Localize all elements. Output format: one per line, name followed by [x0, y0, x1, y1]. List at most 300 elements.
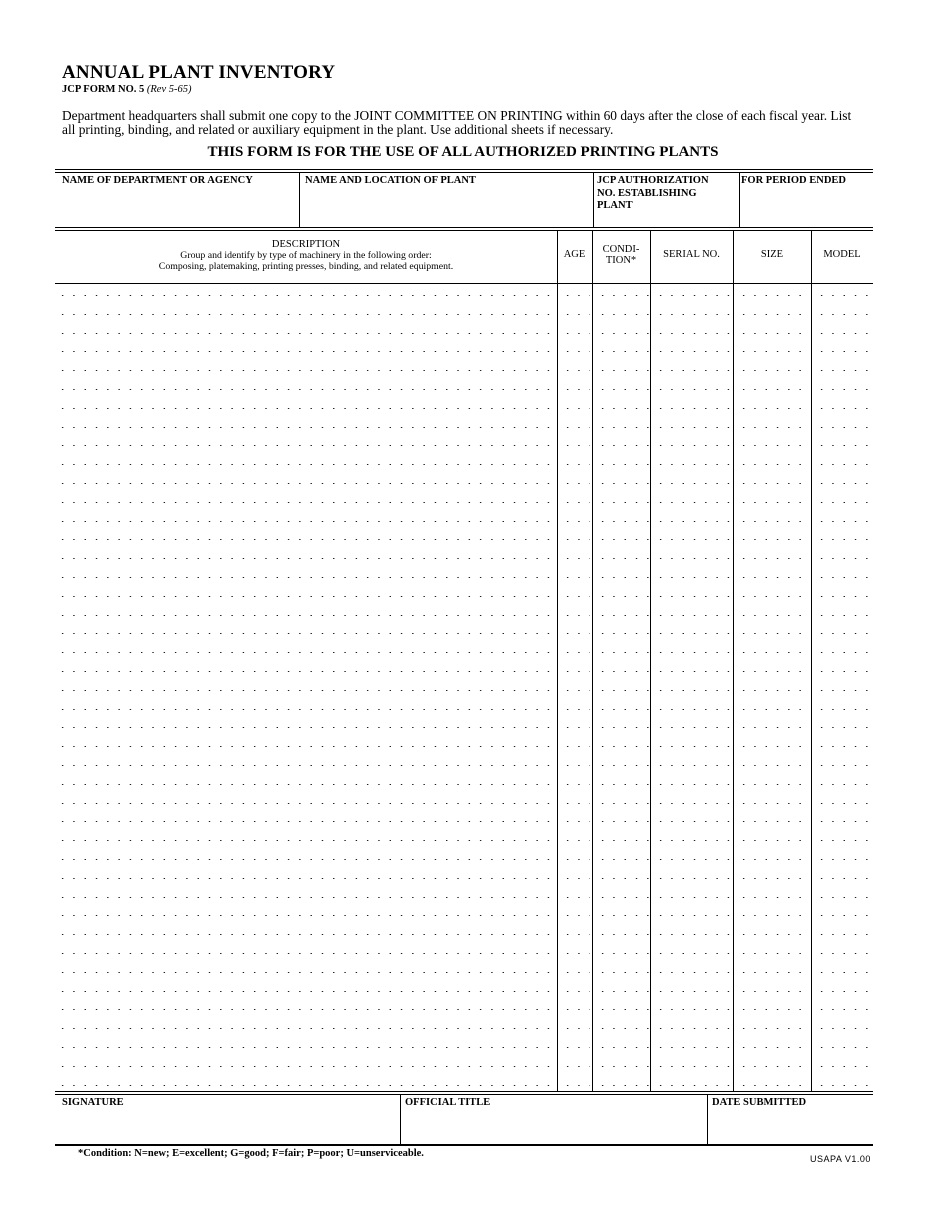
table-row [55, 661, 873, 680]
signature-field[interactable] [62, 1097, 124, 1108]
description-entry-cell[interactable] [55, 1009, 555, 1010]
serial-entry-cell[interactable] [653, 483, 731, 484]
description-entry-cell[interactable] [55, 915, 555, 916]
age-column-header: AGE [563, 249, 586, 260]
age-entry-cell[interactable] [560, 1028, 590, 1029]
condition-entry-cell[interactable] [595, 727, 649, 728]
age-entry-cell[interactable] [560, 615, 590, 616]
size-entry-cell[interactable] [736, 652, 810, 653]
condition-entry-cell[interactable] [595, 1028, 649, 1029]
condition-entry-cell[interactable] [595, 671, 649, 672]
size-entry-cell[interactable] [736, 897, 810, 898]
size-entry-cell[interactable] [736, 972, 810, 973]
table-row [55, 398, 873, 417]
condition-entry-cell[interactable] [595, 464, 649, 465]
condition-entry-cell[interactable] [595, 991, 649, 992]
size-entry-cell[interactable] [736, 803, 810, 804]
model-entry-cell[interactable] [814, 652, 872, 653]
age-entry-cell[interactable] [560, 483, 590, 484]
serial-entry-cell[interactable] [653, 897, 731, 898]
model-entry-cell[interactable] [814, 502, 872, 503]
model-entry-cell[interactable] [814, 333, 872, 334]
size-entry-cell[interactable] [736, 934, 810, 935]
footer-top-rule-2 [55, 1094, 873, 1095]
size-entry-cell[interactable] [736, 1066, 810, 1067]
age-entry-cell[interactable] [560, 727, 590, 728]
size-entry-cell[interactable] [736, 370, 810, 371]
serial-entry-cell[interactable] [653, 502, 731, 503]
serial-entry-cell[interactable] [653, 803, 731, 804]
description-entry-cell[interactable] [55, 615, 555, 616]
description-instruction-2: Composing, platemaking, printing presses, binding, and related equipment. [158, 261, 454, 272]
condition-entry-cell[interactable] [595, 502, 649, 503]
form-number-label: JCP FORM NO. 5 [62, 84, 145, 95]
age-entry-cell[interactable] [560, 897, 590, 898]
size-entry-cell[interactable] [736, 389, 810, 390]
description-entry-cell[interactable] [55, 596, 555, 597]
size-entry-cell[interactable] [736, 615, 810, 616]
description-entry-cell[interactable] [55, 803, 555, 804]
condition-entry-cell[interactable] [595, 690, 649, 691]
age-entry-cell[interactable] [560, 389, 590, 390]
description-entry-cell[interactable] [55, 1085, 555, 1086]
model-entry-cell[interactable] [814, 915, 872, 916]
model-entry-cell[interactable] [814, 671, 872, 672]
size-entry-cell[interactable] [736, 521, 810, 522]
model-entry-cell[interactable] [814, 427, 872, 428]
condition-legend: *Condition: N=new; E=excellent; G=good; F=fair; P=poor; U=unserviceable. [78, 1148, 424, 1159]
condition-entry-cell[interactable] [595, 1009, 649, 1010]
model-entry-cell[interactable] [814, 803, 872, 804]
description-entry-cell[interactable] [55, 690, 555, 691]
condition-entry-cell[interactable] [595, 1047, 649, 1048]
description-entry-cell[interactable] [55, 991, 555, 992]
description-entry-cell[interactable] [55, 445, 555, 446]
size-entry-cell[interactable] [736, 558, 810, 559]
size-entry-cell[interactable] [736, 878, 810, 879]
age-entry-cell[interactable] [560, 314, 590, 315]
serial-entry-cell[interactable] [653, 539, 731, 540]
size-entry-cell[interactable] [736, 483, 810, 484]
header-divider-2 [593, 172, 594, 227]
table-row [55, 586, 873, 605]
size-entry-cell[interactable] [736, 314, 810, 315]
age-entry-cell[interactable] [560, 351, 590, 352]
description-entry-cell[interactable] [55, 784, 555, 785]
condition-entry-cell[interactable] [595, 351, 649, 352]
size-entry-cell[interactable] [736, 709, 810, 710]
condition-entry-cell[interactable] [595, 596, 649, 597]
serial-entry-cell[interactable] [653, 370, 731, 371]
table-row [55, 868, 873, 887]
footer-top-rule-1 [55, 1091, 873, 1092]
age-entry-cell[interactable] [560, 671, 590, 672]
model-entry-cell[interactable] [814, 953, 872, 954]
model-entry-cell[interactable] [814, 709, 872, 710]
model-entry-cell[interactable] [814, 859, 872, 860]
model-entry-cell[interactable] [814, 633, 872, 634]
age-entry-cell[interactable] [560, 840, 590, 841]
age-entry-cell[interactable] [560, 295, 590, 296]
size-entry-cell[interactable] [736, 464, 810, 465]
jcp-authorization-field[interactable] [597, 175, 722, 213]
model-entry-cell[interactable] [814, 1085, 872, 1086]
size-entry-cell[interactable] [736, 1047, 810, 1048]
size-entry-cell[interactable] [736, 765, 810, 766]
model-entry-cell[interactable] [814, 539, 872, 540]
description-entry-cell[interactable] [55, 351, 555, 352]
model-entry-cell[interactable] [814, 314, 872, 315]
description-entry-cell[interactable] [55, 1066, 555, 1067]
description-entry-cell[interactable] [55, 765, 555, 766]
size-entry-cell[interactable] [736, 859, 810, 860]
model-entry-cell[interactable] [814, 784, 872, 785]
description-entry-cell[interactable] [55, 746, 555, 747]
serial-entry-cell[interactable] [653, 671, 731, 672]
serial-entry-cell[interactable] [653, 953, 731, 954]
serial-entry-cell[interactable] [653, 333, 731, 334]
condition-entry-cell[interactable] [595, 803, 649, 804]
age-entry-cell[interactable] [560, 953, 590, 954]
size-entry-cell[interactable] [736, 991, 810, 992]
condition-entry-cell[interactable] [595, 859, 649, 860]
size-entry-cell[interactable] [736, 445, 810, 446]
age-entry-cell[interactable] [560, 690, 590, 691]
serial-entry-cell[interactable] [653, 746, 731, 747]
serial-entry-cell[interactable] [653, 840, 731, 841]
serial-entry-cell[interactable] [653, 1047, 731, 1048]
serial-entry-cell[interactable] [653, 915, 731, 916]
table-row [55, 924, 873, 943]
age-entry-cell[interactable] [560, 1047, 590, 1048]
description-entry-cell[interactable] [55, 333, 555, 334]
size-entry-cell[interactable] [736, 671, 810, 672]
size-entry-cell[interactable] [736, 727, 810, 728]
age-entry-cell[interactable] [560, 577, 590, 578]
size-entry-cell[interactable] [736, 295, 810, 296]
serial-entry-cell[interactable] [653, 727, 731, 728]
age-entry-cell[interactable] [560, 521, 590, 522]
model-entry-cell[interactable] [814, 991, 872, 992]
model-entry-cell[interactable] [814, 464, 872, 465]
serial-entry-cell[interactable] [653, 615, 731, 616]
condition-entry-cell[interactable] [595, 370, 649, 371]
serial-entry-cell[interactable] [653, 521, 731, 522]
condition-entry-cell[interactable] [595, 878, 649, 879]
age-entry-cell[interactable] [560, 502, 590, 503]
table-row [55, 323, 873, 342]
table-row [55, 793, 873, 812]
table-header-bottom-rule [55, 283, 873, 284]
condition-entry-cell[interactable] [595, 445, 649, 446]
size-entry-cell[interactable] [736, 1085, 810, 1086]
description-entry-cell[interactable] [55, 427, 555, 428]
age-entry-cell[interactable] [560, 972, 590, 973]
age-entry-cell[interactable] [560, 427, 590, 428]
size-entry-cell[interactable] [736, 502, 810, 503]
table-top-rule-1 [55, 227, 873, 228]
description-entry-cell[interactable] [55, 652, 555, 653]
condition-entry-cell[interactable] [595, 784, 649, 785]
plant-label: NAME AND LOCATION OF PLANT [305, 175, 476, 186]
age-entry-cell[interactable] [560, 709, 590, 710]
size-entry-cell[interactable] [736, 577, 810, 578]
description-entry-cell[interactable] [55, 483, 555, 484]
official-title-field[interactable] [405, 1097, 490, 1108]
serial-entry-cell[interactable] [653, 295, 731, 296]
serial-entry-cell[interactable] [653, 596, 731, 597]
condition-entry-cell[interactable] [595, 389, 649, 390]
description-entry-cell[interactable] [55, 934, 555, 935]
condition-entry-cell[interactable] [595, 483, 649, 484]
condition-entry-cell[interactable] [595, 408, 649, 409]
age-entry-cell[interactable] [560, 878, 590, 879]
condition-entry-cell[interactable] [595, 539, 649, 540]
size-entry-cell[interactable] [736, 784, 810, 785]
description-entry-cell[interactable] [55, 389, 555, 390]
size-entry-cell[interactable] [736, 633, 810, 634]
condition-entry-cell[interactable] [595, 1066, 649, 1067]
serial-entry-cell[interactable] [653, 878, 731, 879]
table-row [55, 492, 873, 511]
model-entry-cell[interactable] [814, 897, 872, 898]
condition-entry-cell[interactable] [595, 633, 649, 634]
version-label: USAPA V1.00 [810, 1154, 871, 1164]
serial-entry-cell[interactable] [653, 1009, 731, 1010]
table-row [55, 717, 873, 736]
condition-entry-cell[interactable] [595, 915, 649, 916]
age-entry-cell[interactable] [560, 915, 590, 916]
condition-entry-cell[interactable] [595, 427, 649, 428]
serial-entry-cell[interactable] [653, 1028, 731, 1029]
condition-entry-cell[interactable] [595, 972, 649, 973]
condition-entry-cell[interactable] [595, 934, 649, 935]
model-entry-cell[interactable] [814, 351, 872, 352]
condition-entry-cell[interactable] [595, 558, 649, 559]
model-entry-cell[interactable] [814, 577, 872, 578]
model-entry-cell[interactable] [814, 615, 872, 616]
condition-entry-cell[interactable] [595, 746, 649, 747]
period-ended-field[interactable] [741, 175, 871, 188]
model-entry-cell[interactable] [814, 389, 872, 390]
size-entry-cell[interactable] [736, 1028, 810, 1029]
size-entry-cell[interactable] [736, 351, 810, 352]
model-entry-cell[interactable] [814, 1009, 872, 1010]
age-entry-cell[interactable] [560, 821, 590, 822]
description-entry-cell[interactable] [55, 464, 555, 465]
model-entry-cell[interactable] [814, 408, 872, 409]
serial-entry-cell[interactable] [653, 427, 731, 428]
age-entry-cell[interactable] [560, 991, 590, 992]
serial-entry-cell[interactable] [653, 934, 731, 935]
size-entry-cell[interactable] [736, 333, 810, 334]
serial-entry-cell[interactable] [653, 690, 731, 691]
age-entry-cell[interactable] [560, 746, 590, 747]
model-entry-cell[interactable] [814, 934, 872, 935]
condition-header-line2: TION* [605, 255, 637, 266]
serial-entry-cell[interactable] [653, 633, 731, 634]
size-entry-cell[interactable] [736, 539, 810, 540]
serial-entry-cell[interactable] [653, 464, 731, 465]
condition-entry-cell[interactable] [595, 652, 649, 653]
table-row [55, 360, 873, 379]
serial-column-header: SERIAL NO. [663, 249, 720, 260]
description-entry-cell[interactable] [55, 897, 555, 898]
age-entry-cell[interactable] [560, 765, 590, 766]
age-entry-cell[interactable] [560, 539, 590, 540]
serial-entry-cell[interactable] [653, 1066, 731, 1067]
size-entry-cell[interactable] [736, 1009, 810, 1010]
plant-field[interactable] [305, 175, 585, 188]
serial-entry-cell[interactable] [653, 991, 731, 992]
description-entry-cell[interactable] [55, 878, 555, 879]
serial-entry-cell[interactable] [653, 765, 731, 766]
condition-entry-cell[interactable] [595, 1085, 649, 1086]
description-entry-cell[interactable] [55, 633, 555, 634]
description-entry-cell[interactable] [55, 521, 555, 522]
serial-entry-cell[interactable] [653, 314, 731, 315]
age-entry-cell[interactable] [560, 558, 590, 559]
serial-entry-cell[interactable] [653, 577, 731, 578]
description-entry-cell[interactable] [55, 840, 555, 841]
description-entry-cell[interactable] [55, 314, 555, 315]
serial-entry-cell[interactable] [653, 972, 731, 973]
age-entry-cell[interactable] [560, 445, 590, 446]
description-instruction-1: Group and identify by type of machinery in the following order: [180, 250, 432, 261]
serial-entry-cell[interactable] [653, 389, 731, 390]
size-entry-cell[interactable] [736, 427, 810, 428]
description-entry-cell[interactable] [55, 671, 555, 672]
model-entry-cell[interactable] [814, 445, 872, 446]
condition-entry-cell[interactable] [595, 709, 649, 710]
table-row [55, 736, 873, 755]
model-entry-cell[interactable] [814, 840, 872, 841]
serial-entry-cell[interactable] [653, 821, 731, 822]
condition-entry-cell[interactable] [595, 897, 649, 898]
model-entry-cell[interactable] [814, 1047, 872, 1048]
description-entry-cell[interactable] [55, 539, 555, 540]
age-entry-cell[interactable] [560, 596, 590, 597]
size-column-header: SIZE [760, 249, 784, 260]
model-entry-cell[interactable] [814, 596, 872, 597]
serial-entry-cell[interactable] [653, 1085, 731, 1086]
age-entry-cell[interactable] [560, 464, 590, 465]
condition-entry-cell[interactable] [595, 821, 649, 822]
size-entry-cell[interactable] [736, 840, 810, 841]
model-entry-cell[interactable] [814, 370, 872, 371]
model-entry-cell[interactable] [814, 972, 872, 973]
serial-entry-cell[interactable] [653, 784, 731, 785]
description-entry-cell[interactable] [55, 821, 555, 822]
header-divider-1 [299, 172, 300, 227]
model-entry-cell[interactable] [814, 1066, 872, 1067]
serial-entry-cell[interactable] [653, 351, 731, 352]
department-field[interactable] [62, 175, 292, 188]
date-submitted-field[interactable] [712, 1097, 806, 1108]
description-entry-cell[interactable] [55, 408, 555, 409]
description-entry-cell[interactable] [55, 953, 555, 954]
serial-entry-cell[interactable] [653, 408, 731, 409]
model-entry-cell[interactable] [814, 878, 872, 879]
model-entry-cell[interactable] [814, 690, 872, 691]
description-entry-cell[interactable] [55, 709, 555, 710]
condition-entry-cell[interactable] [595, 333, 649, 334]
age-entry-cell[interactable] [560, 1066, 590, 1067]
serial-entry-cell[interactable] [653, 558, 731, 559]
description-entry-cell[interactable] [55, 1047, 555, 1048]
description-entry-cell[interactable] [55, 859, 555, 860]
age-entry-cell[interactable] [560, 333, 590, 334]
model-entry-cell[interactable] [814, 821, 872, 822]
description-entry-cell[interactable] [55, 577, 555, 578]
model-entry-cell[interactable] [814, 295, 872, 296]
description-entry-cell[interactable] [55, 972, 555, 973]
age-entry-cell[interactable] [560, 633, 590, 634]
size-entry-cell[interactable] [736, 953, 810, 954]
condition-entry-cell[interactable] [595, 765, 649, 766]
model-entry-cell[interactable] [814, 1028, 872, 1029]
banner-heading: THIS FORM IS FOR THE USE OF ALL AUTHORIZED PRINTING PLANTS [207, 144, 719, 160]
model-entry-cell[interactable] [814, 558, 872, 559]
description-entry-cell[interactable] [55, 502, 555, 503]
table-row [55, 642, 873, 661]
description-entry-cell[interactable] [55, 727, 555, 728]
size-entry-cell[interactable] [736, 596, 810, 597]
description-entry-cell[interactable] [55, 295, 555, 296]
size-entry-cell[interactable] [736, 690, 810, 691]
size-entry-cell[interactable] [736, 408, 810, 409]
condition-entry-cell[interactable] [595, 953, 649, 954]
condition-entry-cell[interactable] [595, 295, 649, 296]
age-entry-cell[interactable] [560, 1009, 590, 1010]
serial-entry-cell[interactable] [653, 859, 731, 860]
serial-entry-cell[interactable] [653, 652, 731, 653]
model-entry-cell[interactable] [814, 521, 872, 522]
table-row [55, 1056, 873, 1075]
age-entry-cell[interactable] [560, 784, 590, 785]
age-entry-cell[interactable] [560, 803, 590, 804]
description-entry-cell[interactable] [55, 558, 555, 559]
condition-entry-cell[interactable] [595, 577, 649, 578]
condition-entry-cell[interactable] [595, 840, 649, 841]
table-row [55, 755, 873, 774]
model-entry-cell[interactable] [814, 765, 872, 766]
model-entry-cell[interactable] [814, 483, 872, 484]
condition-entry-cell[interactable] [595, 521, 649, 522]
size-entry-cell[interactable] [736, 915, 810, 916]
form-title: ANNUAL PLANT INVENTORY [62, 62, 336, 83]
size-entry-cell[interactable] [736, 746, 810, 747]
condition-entry-cell[interactable] [595, 314, 649, 315]
description-entry-cell[interactable] [55, 1028, 555, 1029]
age-entry-cell[interactable] [560, 934, 590, 935]
size-entry-cell[interactable] [736, 821, 810, 822]
age-entry-cell[interactable] [560, 408, 590, 409]
table-row [55, 774, 873, 793]
age-entry-cell[interactable] [560, 652, 590, 653]
table-row [55, 454, 873, 473]
model-entry-cell[interactable] [814, 727, 872, 728]
condition-entry-cell[interactable] [595, 615, 649, 616]
table-row [55, 849, 873, 868]
description-entry-cell[interactable] [55, 370, 555, 371]
age-entry-cell[interactable] [560, 859, 590, 860]
age-entry-cell[interactable] [560, 1085, 590, 1086]
age-entry-cell[interactable] [560, 370, 590, 371]
serial-entry-cell[interactable] [653, 445, 731, 446]
serial-entry-cell[interactable] [653, 709, 731, 710]
model-entry-cell[interactable] [814, 746, 872, 747]
